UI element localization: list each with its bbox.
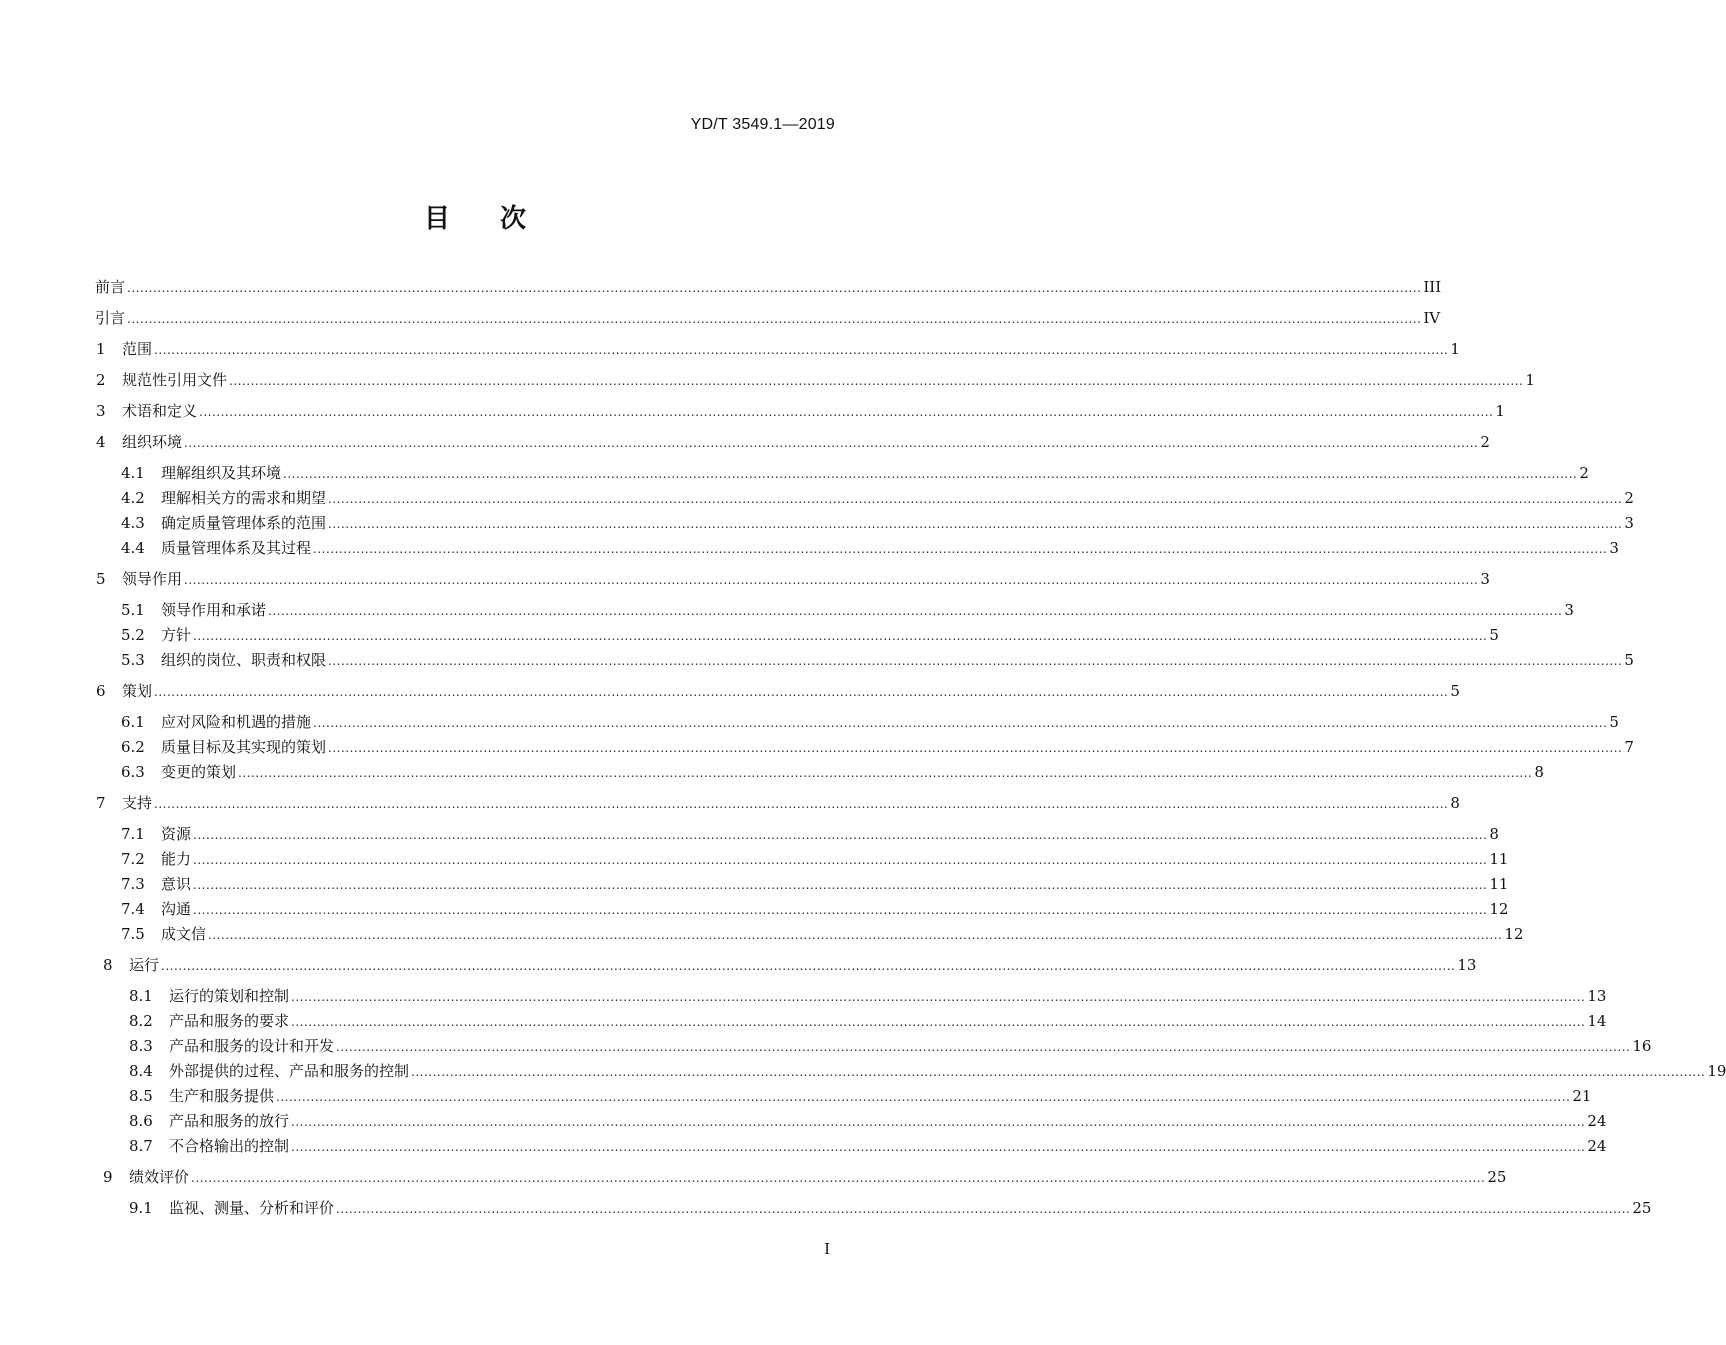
toc-entry-page: 8 bbox=[1489, 825, 1499, 843]
dot-leader: ............................................................................................................................................................................................................................................................................................................ bbox=[184, 436, 1479, 450]
dot-leader: ............................................................................................................................................................................................................................................................................................................ bbox=[193, 828, 1488, 842]
dot-leader: ............................................................................................................................................................................................................................................................................................................ bbox=[328, 654, 1623, 668]
toc-entry-number: 7.5 bbox=[121, 925, 145, 943]
dot-leader: ............................................................................................................................................................................................................................................................................................................ bbox=[184, 573, 1479, 587]
dot-leader: ............................................................................................................................................................................................................................................................................................................ bbox=[328, 517, 1623, 531]
toc-entry-title: 理解相关方的需求和期望 bbox=[161, 489, 327, 507]
toc-entry-title: 引言 bbox=[95, 309, 126, 327]
toc-entry-page: 13 bbox=[1457, 956, 1477, 974]
toc-entry-number: 8.4 bbox=[129, 1062, 153, 1080]
toc-entry-number: 7.4 bbox=[121, 900, 145, 918]
toc-entry-number: 9.1 bbox=[129, 1199, 153, 1217]
toc-entry-page: 1 bbox=[1495, 402, 1505, 420]
toc-entry-title: 变更的策划 bbox=[161, 763, 237, 781]
toc-entry-title: 监视、测量、分析和评价 bbox=[169, 1199, 335, 1217]
doc-code: YD/T 3549.1—2019 bbox=[690, 116, 835, 133]
toc-entry-title: 方针 bbox=[161, 626, 192, 644]
toc-entry-title: 运行的策划和控制 bbox=[169, 987, 290, 1005]
toc-entry-title: 产品和服务的要求 bbox=[169, 1012, 290, 1030]
toc-entry-title: 沟通 bbox=[161, 900, 192, 918]
dot-leader: ............................................................................................................................................................................................................................................................................................................ bbox=[276, 1090, 1571, 1104]
toc-entry-title: 领导作用和承诺 bbox=[161, 601, 267, 619]
toc-entry[interactable] bbox=[0, 1010, 1607, 1032]
toc-entry[interactable] bbox=[0, 1035, 1652, 1057]
toc-entry-page: 12 bbox=[1504, 925, 1524, 943]
dot-leader: ............................................................................................................................................................................................................................................................................................................ bbox=[127, 281, 1422, 295]
toc-entry[interactable] bbox=[0, 307, 1441, 329]
toc-entry-title: 前言 bbox=[95, 278, 126, 296]
toc-entry-title: 组织环境 bbox=[122, 433, 183, 451]
toc-entry[interactable] bbox=[0, 512, 1634, 534]
toc-entry-page: 1 bbox=[1525, 371, 1535, 389]
toc-entry[interactable] bbox=[0, 711, 1619, 733]
title-part-1: 目 bbox=[423, 204, 450, 234]
toc-entry-page: 5 bbox=[1624, 651, 1634, 669]
toc-entry[interactable] bbox=[0, 599, 1574, 621]
toc-entry-number: 7.3 bbox=[121, 875, 145, 893]
toc-entry-title: 组织的岗位、职责和权限 bbox=[161, 651, 327, 669]
toc-entry[interactable] bbox=[0, 649, 1634, 671]
dot-leader: ............................................................................................................................................................................................................................................................................................................ bbox=[238, 766, 1533, 780]
toc-entry-number: 8 bbox=[103, 956, 113, 974]
page-number: I bbox=[824, 1240, 830, 1258]
toc-entry-page: 11 bbox=[1489, 875, 1509, 893]
toc-entry-number: 7.1 bbox=[121, 825, 145, 843]
toc-entry[interactable] bbox=[0, 568, 1490, 590]
toc-entry-page: IV bbox=[1423, 309, 1441, 327]
toc-entry[interactable] bbox=[0, 487, 1634, 509]
toc-entry-title: 应对风险和机遇的措施 bbox=[161, 713, 312, 731]
toc-entry-page: III bbox=[1423, 278, 1442, 296]
toc-entry-page: 3 bbox=[1609, 539, 1619, 557]
dot-leader: ............................................................................................................................................................................................................................................................................................................ bbox=[161, 959, 1456, 973]
toc-entry-number: 4.4 bbox=[121, 539, 145, 557]
dot-leader: ............................................................................................................................................................................................................................................................................................................ bbox=[313, 716, 1608, 730]
toc-entry-title: 运行 bbox=[129, 956, 160, 974]
toc-entry[interactable] bbox=[0, 462, 1589, 484]
dot-leader: ............................................................................................................................................................................................................................................................................................................ bbox=[268, 604, 1563, 618]
toc-entry-number: 3 bbox=[96, 402, 106, 420]
dot-leader: ............................................................................................................................................................................................................................................................................................................ bbox=[283, 467, 1578, 481]
dot-leader: ............................................................................................................................................................................................................................................................................................................ bbox=[229, 374, 1524, 388]
toc-entry-page: 16 bbox=[1632, 1037, 1652, 1055]
toc-entry-title: 意识 bbox=[161, 875, 192, 893]
toc-entry-title: 质量目标及其实现的策划 bbox=[161, 738, 327, 756]
toc-entry-title: 生产和服务提供 bbox=[169, 1087, 275, 1105]
dot-leader: ............................................................................................................................................................................................................................................................................................................ bbox=[193, 878, 1488, 892]
title-part-2: 次 bbox=[500, 204, 527, 234]
toc-entry-number: 4.2 bbox=[121, 489, 145, 507]
toc-entry[interactable] bbox=[0, 537, 1619, 559]
toc-entry-number: 6 bbox=[96, 682, 106, 700]
toc-entry-page: 5 bbox=[1489, 626, 1499, 644]
toc-entry-title: 绩效评价 bbox=[129, 1168, 190, 1186]
toc-entry-title: 领导作用 bbox=[122, 570, 183, 588]
toc-entry-page: 3 bbox=[1480, 570, 1490, 588]
toc-entry-title: 产品和服务的放行 bbox=[169, 1112, 290, 1130]
toc-entry-page: 13 bbox=[1587, 987, 1607, 1005]
dot-leader: ............................................................................................................................................................................................................................................................................................................ bbox=[193, 629, 1488, 643]
toc-entry[interactable] bbox=[0, 898, 1509, 920]
dot-leader: ............................................................................................................................................................................................................................................................................................................ bbox=[336, 1202, 1631, 1216]
toc-entry-number: 5.2 bbox=[121, 626, 145, 644]
toc-entry-page: 19 bbox=[1707, 1062, 1726, 1080]
toc-entry-title: 产品和服务的设计和开发 bbox=[169, 1037, 335, 1055]
toc-entry[interactable] bbox=[0, 276, 1442, 298]
toc-entry-page: 1 bbox=[1450, 340, 1460, 358]
toc-entry-page: 14 bbox=[1587, 1012, 1607, 1030]
toc-entry-title: 成文信 bbox=[161, 925, 207, 943]
dot-leader: ............................................................................................................................................................................................................................................................................................................ bbox=[411, 1065, 1706, 1079]
dot-leader: ............................................................................................................................................................................................................................................................................................................ bbox=[154, 685, 1449, 699]
toc-entry[interactable] bbox=[0, 823, 1499, 845]
toc-entry[interactable] bbox=[0, 873, 1509, 895]
toc-entry-title: 术语和定义 bbox=[122, 402, 198, 420]
toc-entry-number: 5.1 bbox=[121, 601, 145, 619]
toc-entry[interactable] bbox=[0, 624, 1499, 646]
toc-entry[interactable] bbox=[0, 1135, 1607, 1157]
toc-entry[interactable] bbox=[0, 985, 1607, 1007]
toc-entry-page: 24 bbox=[1587, 1137, 1607, 1155]
dot-leader: ............................................................................................................................................................................................................................................................................................................ bbox=[336, 1040, 1631, 1054]
toc-entry-number: 9 bbox=[103, 1168, 113, 1186]
table-of-contents bbox=[0, 276, 1726, 1226]
toc-entry-number: 7 bbox=[96, 794, 106, 812]
toc-entry-title: 外部提供的过程、产品和服务的控制 bbox=[169, 1062, 410, 1080]
toc-entry-page: 25 bbox=[1632, 1199, 1652, 1217]
dot-leader: ............................................................................................................................................................................................................................................................................................................ bbox=[328, 492, 1623, 506]
toc-entry[interactable] bbox=[0, 431, 1490, 453]
toc-entry[interactable] bbox=[0, 736, 1634, 758]
dot-leader: ............................................................................................................................................................................................................................................................................................................ bbox=[291, 1115, 1586, 1129]
toc-entry-title: 确定质量管理体系的范围 bbox=[161, 514, 327, 532]
toc-entry-number: 8.6 bbox=[129, 1112, 153, 1130]
toc-entry-page: 2 bbox=[1579, 464, 1589, 482]
toc-entry-number: 8.2 bbox=[129, 1012, 153, 1030]
toc-entry-page: 12 bbox=[1489, 900, 1509, 918]
dot-leader: ............................................................................................................................................................................................................................................................................................................ bbox=[154, 343, 1449, 357]
toc-entry-number: 4 bbox=[96, 433, 106, 451]
toc-entry-number: 7.2 bbox=[121, 850, 145, 868]
toc-entry-page: 5 bbox=[1450, 682, 1460, 700]
toc-entry-title: 策划 bbox=[122, 682, 153, 700]
toc-entry-page: 5 bbox=[1609, 713, 1619, 731]
toc-entry-number: 1 bbox=[96, 340, 106, 358]
toc-entry-number: 2 bbox=[96, 371, 106, 389]
toc-entry-title: 理解组织及其环境 bbox=[161, 464, 282, 482]
dot-leader: ............................................................................................................................................................................................................................................................................................................ bbox=[208, 928, 1503, 942]
toc-entry-title: 范围 bbox=[122, 340, 153, 358]
toc-entry[interactable] bbox=[0, 369, 1535, 391]
dot-leader: ............................................................................................................................................................................................................................................................................................................ bbox=[291, 990, 1586, 1004]
toc-entry[interactable] bbox=[0, 1060, 1726, 1082]
toc-entry-title: 资源 bbox=[161, 825, 192, 843]
toc-entry[interactable] bbox=[0, 400, 1505, 422]
toc-entry[interactable] bbox=[0, 923, 1524, 945]
toc-entry-page: 2 bbox=[1624, 489, 1634, 507]
toc-entry[interactable] bbox=[0, 680, 1460, 702]
toc-entry-page: 8 bbox=[1450, 794, 1460, 812]
toc-entry-number: 6.1 bbox=[121, 713, 145, 731]
toc-entry-number: 5 bbox=[96, 570, 106, 588]
toc-entry-title: 不合格输出的控制 bbox=[169, 1137, 290, 1155]
toc-entry-number: 6.2 bbox=[121, 738, 145, 756]
toc-entry-page: 3 bbox=[1564, 601, 1574, 619]
toc-entry-title: 规范性引用文件 bbox=[122, 371, 228, 389]
toc-entry-number: 8.1 bbox=[129, 987, 153, 1005]
toc-entry-page: 2 bbox=[1480, 433, 1490, 451]
toc-entry[interactable] bbox=[0, 1110, 1607, 1132]
toc-entry-page: 3 bbox=[1624, 514, 1634, 532]
toc-entry[interactable] bbox=[0, 1166, 1507, 1188]
toc-entry-page: 11 bbox=[1489, 850, 1509, 868]
dot-leader: ............................................................................................................................................................................................................................................................................................................ bbox=[328, 741, 1623, 755]
toc-entry-page: 25 bbox=[1487, 1168, 1507, 1186]
page-title bbox=[0, 198, 950, 235]
toc-entry[interactable] bbox=[0, 761, 1544, 783]
toc-entry[interactable] bbox=[0, 954, 1477, 976]
dot-leader: ............................................................................................................................................................................................................................................................................................................ bbox=[154, 797, 1449, 811]
toc-entry-page: 21 bbox=[1572, 1087, 1592, 1105]
dot-leader: ............................................................................................................................................................................................................................................................................................................ bbox=[127, 312, 1422, 326]
toc-entry-title: 能力 bbox=[161, 850, 192, 868]
toc-entry-number: 8.3 bbox=[129, 1037, 153, 1055]
toc-entry-number: 5.3 bbox=[121, 651, 145, 669]
toc-entry-page: 7 bbox=[1624, 738, 1634, 756]
dot-leader: ............................................................................................................................................................................................................................................................................................................ bbox=[193, 853, 1488, 867]
toc-entry[interactable] bbox=[0, 1197, 1652, 1219]
toc-entry-title: 质量管理体系及其过程 bbox=[161, 539, 312, 557]
toc-entry-title: 支持 bbox=[122, 794, 153, 812]
toc-entry-number: 4.3 bbox=[121, 514, 145, 532]
toc-entry[interactable] bbox=[0, 848, 1509, 870]
dot-leader: ............................................................................................................................................................................................................................................................................................................ bbox=[291, 1015, 1586, 1029]
toc-entry-number: 8.7 bbox=[129, 1137, 153, 1155]
dot-leader: ............................................................................................................................................................................................................................................................................................................ bbox=[313, 542, 1608, 556]
toc-entry-page: 8 bbox=[1534, 763, 1544, 781]
dot-leader: ............................................................................................................................................................................................................................................................................................................ bbox=[199, 405, 1494, 419]
toc-entry-number: 6.3 bbox=[121, 763, 145, 781]
toc-entry-page: 24 bbox=[1587, 1112, 1607, 1130]
dot-leader: ............................................................................................................................................................................................................................................................................................................ bbox=[291, 1140, 1586, 1154]
toc-entry-number: 4.1 bbox=[121, 464, 145, 482]
dot-leader: ............................................................................................................................................................................................................................................................................................................ bbox=[191, 1171, 1486, 1185]
toc-entry-number: 8.5 bbox=[129, 1087, 153, 1105]
toc-entry[interactable] bbox=[0, 792, 1460, 814]
toc-entry[interactable] bbox=[0, 338, 1460, 360]
toc-entry[interactable] bbox=[0, 1085, 1592, 1107]
dot-leader: ............................................................................................................................................................................................................................................................................................................ bbox=[193, 903, 1488, 917]
